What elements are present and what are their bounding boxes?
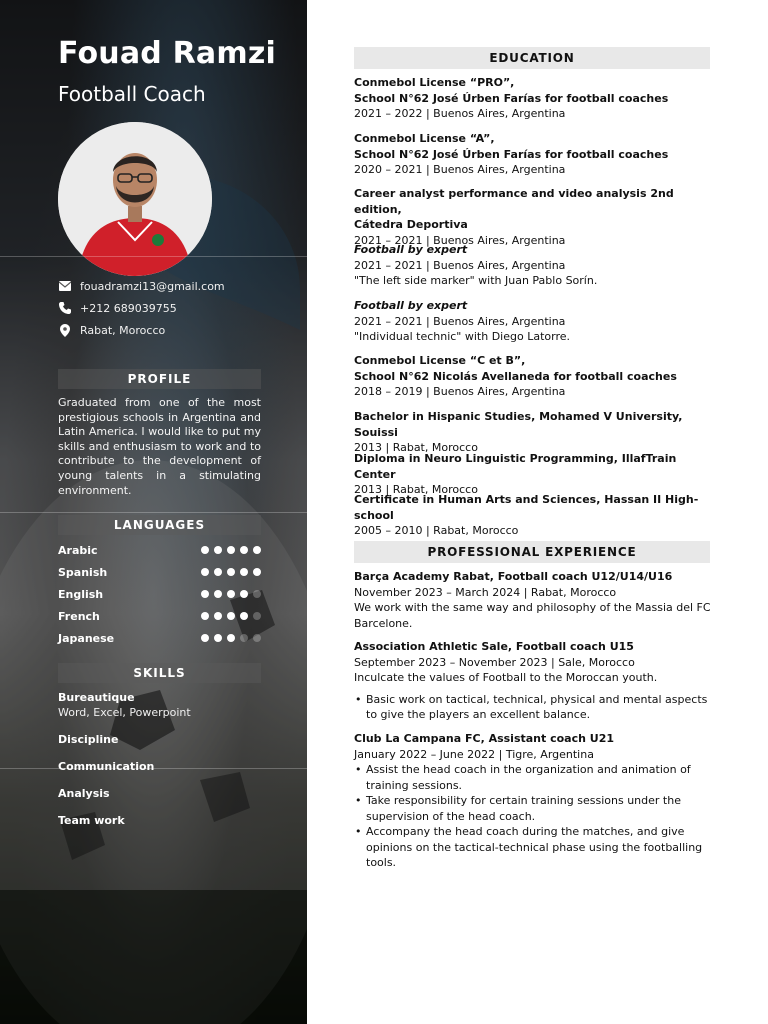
skills-heading: SKILLS [58, 663, 261, 683]
language-name: Japanese [58, 631, 115, 645]
language-row [58, 542, 261, 558]
level-dot-filled [214, 546, 222, 554]
language-level-dots [201, 612, 261, 620]
education-subtitle: School N°62 José Úrben Farías for football coaches [354, 147, 669, 161]
experience-heading: PROFESSIONAL EXPERIENCE [354, 541, 710, 563]
profile-text: Graduated from one of the most prestigious schools in Argentina and Latin America. I would like to put my skills and enthusiasm to work and to contribute to the development of young talents in a stimulating environment. [58, 396, 261, 497]
level-dot-filled [214, 634, 222, 642]
language-row [58, 608, 261, 624]
education-title: Conmebol License “PRO”, [354, 76, 515, 89]
level-dot-filled [201, 590, 209, 598]
education-title: Football by expert [354, 299, 468, 312]
experience-entry [354, 639, 712, 723]
education-title: Diploma in Neuro Linguistic Programming, IllafTrain Center [354, 452, 677, 481]
experience-entry [354, 569, 712, 631]
phone-icon [58, 301, 72, 315]
level-dot-filled [227, 546, 235, 554]
profile-photo [58, 122, 212, 276]
contact-email[interactable] [58, 277, 225, 295]
profile-heading: PROFILE [58, 369, 261, 389]
experience-title: Association Athletic Sale, Football coach U15 [354, 640, 634, 653]
experience-bullet: • Take responsibility for certain training sessions under the supervision of the head coach. [366, 793, 712, 824]
contact-phone[interactable] [58, 299, 177, 317]
education-meta: 2018 – 2019 | Buenos Aires, Argentina [354, 385, 566, 398]
education-note: "The left side marker" with Juan Pablo Sorín. [354, 274, 598, 287]
level-dot-filled [201, 568, 209, 576]
education-title: Conmebol License “C et B”, [354, 354, 526, 367]
level-dot-empty [253, 634, 261, 642]
education-entry [354, 492, 712, 539]
education-title: Football by expert [354, 243, 468, 256]
education-entry [354, 298, 712, 345]
education-subtitle: Cátedra Deportiva [354, 218, 468, 231]
education-subtitle: School N°62 Nicolás Avellaneda for football coaches [354, 369, 677, 383]
level-dot-empty [240, 634, 248, 642]
skill-detail: Word, Excel, Powerpoint [58, 706, 191, 719]
level-dot-filled [201, 634, 209, 642]
skill-title: Discipline [58, 733, 119, 746]
education-entry [354, 409, 712, 456]
language-level-dots [201, 568, 261, 576]
level-dot-filled [214, 568, 222, 576]
experience-title: Club La Campana FC, Assistant coach U21 [354, 732, 615, 745]
experience-bullets [354, 692, 712, 723]
skill-title: Communication [58, 760, 155, 773]
level-dot-filled [201, 546, 209, 554]
level-dot-filled [214, 612, 222, 620]
level-dot-filled [201, 612, 209, 620]
envelope-icon [58, 279, 72, 293]
skill-title: Team work [58, 814, 125, 827]
sidebar [0, 0, 307, 1024]
experience-bullet: • Assist the head coach in the organization and animation of training sessions. [366, 762, 712, 793]
candidate-role: Football Coach [58, 82, 206, 106]
experience-entry [354, 731, 712, 871]
contact-phone-text: +212 689039755 [80, 301, 177, 315]
experience-meta: September 2023 – November 2023 | Sale, Morocco [354, 655, 635, 669]
level-dot-filled [227, 568, 235, 576]
skill-title: Bureautique [58, 691, 135, 704]
education-entry [354, 451, 712, 498]
level-dot-filled [253, 568, 261, 576]
education-meta: 2021 – 2021 | Buenos Aires, Argentina [354, 314, 566, 328]
education-meta: 2013 | Rabat, Morocco [354, 441, 478, 454]
language-row [58, 630, 261, 646]
level-dot-empty [253, 590, 261, 598]
level-dot-filled [227, 634, 235, 642]
divider [0, 256, 307, 257]
level-dot-filled [240, 590, 248, 598]
level-dot-filled [214, 590, 222, 598]
education-entry [354, 353, 712, 400]
language-level-dots [201, 546, 261, 554]
education-meta: 2021 – 2021 | Buenos Aires, Argentina [354, 258, 566, 272]
language-level-dots [201, 634, 261, 642]
level-dot-filled [227, 590, 235, 598]
education-meta: 2020 – 2021 | Buenos Aires, Argentina [354, 163, 566, 176]
candidate-name: Fouad Ramzi [58, 36, 276, 71]
education-title: Certificate in Human Arts and Sciences, Hassan II High-school [354, 493, 699, 522]
experience-bullets [354, 762, 712, 871]
education-entry [354, 186, 712, 248]
experience-bullet: • Basic work on tactical, technical, physical and mental aspects to give the players an excellent balance. [366, 692, 712, 723]
education-title: Career analyst performance and video analysis 2nd edition, [354, 187, 674, 216]
education-entry [354, 242, 712, 289]
level-dot-filled [253, 546, 261, 554]
education-entry [354, 131, 712, 178]
language-level-dots [201, 590, 261, 598]
education-note: "Individual technic" with Diego Latorre. [354, 330, 570, 343]
skill-title: Analysis [58, 787, 110, 800]
experience-meta: January 2022 – June 2022 | Tigre, Argentina [354, 747, 594, 761]
level-dot-filled [240, 568, 248, 576]
education-meta: 2021 – 2021 | Buenos Aires, Argentina [354, 233, 566, 247]
education-entry [354, 75, 712, 122]
language-name: Arabic [58, 543, 98, 557]
level-dot-empty [253, 612, 261, 620]
education-heading: EDUCATION [354, 47, 710, 69]
contact-email-text: fouadramzi13@gmail.com [80, 279, 225, 293]
level-dot-filled [240, 546, 248, 554]
language-name: Spanish [58, 565, 108, 579]
education-title: Conmebol License “A”, [354, 132, 495, 145]
education-title: Bachelor in Hispanic Studies, Mohamed V University, Souissi [354, 410, 683, 439]
language-name: French [58, 609, 100, 623]
contact-location [58, 321, 165, 339]
languages-heading: LANGUAGES [58, 515, 261, 535]
education-meta: 2021 – 2022 | Buenos Aires, Argentina [354, 107, 566, 120]
experience-desc: Inculcate the values of Football to the Moroccan youth. [354, 671, 658, 684]
level-dot-filled [227, 612, 235, 620]
contact-location-text: Rabat, Morocco [80, 323, 166, 337]
experience-desc: We work with the same way and philosophy of the Massia del FC Barcelone. [354, 601, 711, 630]
language-row [58, 564, 261, 580]
map-pin-icon [58, 323, 72, 337]
experience-title: Barça Academy Rabat, Football coach U12/U14/U16 [354, 570, 673, 583]
education-subtitle: School N°62 José Úrben Farías for football coaches [354, 91, 669, 105]
education-meta: 2013 | Rabat, Morocco [354, 483, 478, 496]
language-row [58, 586, 261, 602]
education-meta: 2005 – 2010 | Rabat, Morocco [354, 524, 519, 537]
divider [0, 512, 307, 513]
level-dot-filled [240, 612, 248, 620]
language-name: English [58, 587, 104, 601]
experience-meta: November 2023 – March 2024 | Rabat, Morocco [354, 585, 617, 599]
experience-bullet: • Accompany the head coach during the matches, and give opinions on the tactical-technical phase using the footballing tools. [366, 824, 712, 871]
